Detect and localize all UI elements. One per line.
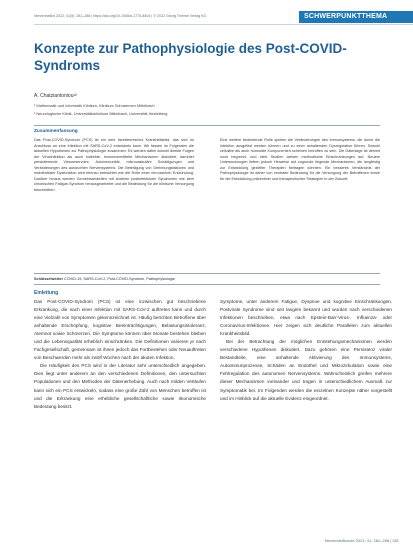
body-paragraph: Symptome, unter anderem Fatigue, Dyspnoe und kognitive Einschränkungen. Postvirale Syndrome sind seit langem bekannt und wurden nach verschiedenen Infektionen beschrieben, etwa nach Epstein-Barr-Virus-, Influenza- oder Coronavirus-Infektionen. Hier zeigen sich deutliche Parallelen zum aktuellen Krankheitsbild. xyxy=(220,299,392,337)
page-footer: Nervenheilkunde 2022; 41: 281–288 | 281 xyxy=(324,538,399,543)
body-column-left xyxy=(34,298,206,530)
abstract-top-rule xyxy=(34,125,380,126)
body-paragraph: Das Post-COVID-Syndrom (PCS) ist eine inzwischen gut beschriebene Erkrankung, die nach einer Infektion mit SARS-CoV-2 auftreten kann und durch eine Vielzahl von Symptomen gekennzeichnet ist. Häufig berichten Betroffene über anhaltende Erschöpfung, kognitive Beeinträchtigungen, Belastungsintoleranz, Atemnot sowie Schmerzen. Die Symptome können über Monate bestehen bleiben und die Lebensqualität erheblich einschränken. Die Definitionen variieren je nach Fachgesellschaft, gemeinsam ist ihnen jedoch das Fortbestehen oder Neuauftreten von Beschwerden mehr als zwölf Wochen nach der akuten Infektion. xyxy=(34,299,206,361)
affiliation-1: ¹ Mathematik und Informatik Kliniken, Klinikum Schrammen Mittelbach xyxy=(34,103,155,108)
abstract-heading: Zusammenfassung xyxy=(34,129,78,134)
affiliation-2: ² Neurologische Klinik, Universitätsklinikum Mittelbach, Universität Heidelberg xyxy=(34,111,168,116)
keywords-bottom-rule xyxy=(34,284,380,285)
journal-header-meta: Nervenheilkd 2022; 41(5): 281–288 | https://doi.org/10.1055/a-1770-8404 | © 2022 Georg Thieme Verlag KG xyxy=(34,14,207,18)
header-rule xyxy=(34,24,413,25)
body-column-right xyxy=(220,298,392,530)
abstract-column-left xyxy=(34,138,194,270)
keywords-text: COVID-19, SARS-CoV-2, Post-COVID-Syndrom, Pathophysiologie xyxy=(64,277,175,281)
body-paragraph: Bei der Betrachtung der möglichen Entstehungsmechanismen werden verschiedene Hypothesen diskutiert. Dazu gehören eine Persistenz viraler Bestandteile, eine anhaltende Aktivierung des Immunsystems, Autoimmunprozesse, Schäden an Endothel und Mikrozirkulation sowie eine Fehlregulation des autonomen Nervensystems. Wahrscheinlich greifen mehrere dieser Mechanismen ineinander und tragen in unterschiedlichem Ausmaß zur Symptomatik bei. Im Folgenden werden die einzelnen Konzepte näher vorgestellt und im Hinblick auf die aktuelle Evidenz eingeordnet. xyxy=(220,339,392,401)
keywords-label: Schlüsselwörter xyxy=(34,277,63,281)
body-paragraph: Die Häufigkeit des PCS wird in der Literatur sehr unterschiedlich angegeben. Dies liegt unter anderem an den verschiedenen Definitionen, den untersuchten Populationen und den Methoden der Datenerhebung. Auch nach milden Verläufen kann sich ein PCS entwickeln, sodass eine große Zahl von Menschen betroffen ist und die Erkrankung eine erhebliche gesellschaftliche sowie ökonomische Bedeutung besitzt. xyxy=(34,363,206,409)
introduction-heading: Einleitung xyxy=(34,290,59,296)
section-tag: SCHWERPUNKTTHEMA xyxy=(299,11,413,23)
abstract-paragraph: Eine weitere bedeutende Rolle spielen die Veränderungen des Immunsystems, die durch die Infektion ausgelöst werden können und zu einer anhaltenden Dysregulation führen. Sowohl zelluläre als auch humorale Komponenten scheinen betroffen zu sein. Die Datenlage ist derzeit noch begrenzt, und viele Studien weisen methodische Einschränkungen auf. Neuere Untersuchungen liefern jedoch Hinweise auf zugrunde liegende Mechanismen, die langfristig zur Entwicklung gezielter Therapien beitragen könnten. Ein besseres Verständnis der Pathophysiologie ist daher von zentraler Bedeutung für die Versorgung der Betroffenen sowie für die Entwicklung präventiver und therapeutischer Strategien in der Zukunft. xyxy=(220,138,380,181)
article-title: Konzepte zur Pathophysiologie des Post-COVID-Syndroms xyxy=(34,41,347,73)
keywords-line xyxy=(34,277,380,281)
abstract-paragraph: Das Post-COVID-Syndrom (PCS) ist ein sehr facettenreiches Krankheitsbild, das sich im Anschluss an eine Infektion mit SARS-CoV-2 entwickeln kann. Wir fassen im Folgenden die aktuellen Hypothesen zur Pathophysiologie zusammen. Es werden dabei sowohl direkte Folgen der Virusinfektion als auch indirekte, immunvermittelte Mechanismen diskutiert, darunter persistierende Virusreservoire, Autoimmunität, mikrovaskuläre Schädigungen und Veränderungen des autonomen Nervensystems. Die Beteiligung von Gerinnungsfaktoren und endothelialer Dysfunktion wird ebenso betrachtet wie die Rolle einer chronischen Entzündung. Darüber hinaus werden Gemeinsamkeiten mit anderen postinfektiösen Syndromen wie dem chronischen Fatigue-Syndrom herausgearbeitet und die Bedeutung für die klinische Versorgung beschrieben. xyxy=(34,138,194,192)
article-authors: A. Chatziantoniou¹² xyxy=(34,93,77,99)
keywords-top-rule xyxy=(34,273,380,274)
abstract-column-right xyxy=(220,138,380,270)
